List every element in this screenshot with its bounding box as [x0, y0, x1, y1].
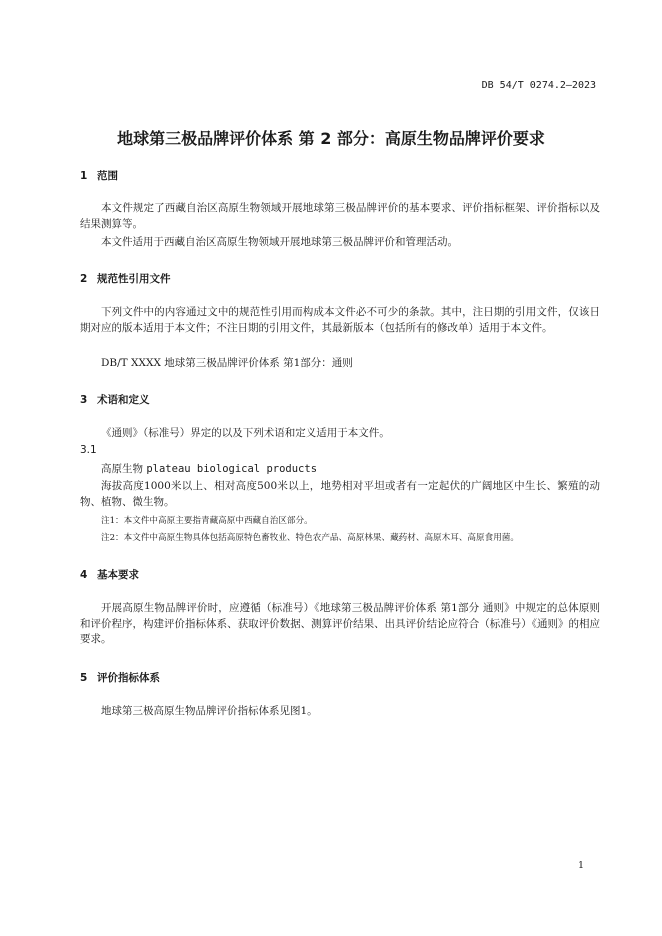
section-5-heading [80, 670, 160, 685]
note-1: 注1：本文件中高原主要指青藏高原中西藏自治区部分。 [101, 516, 313, 526]
section-title: 范围 [97, 170, 118, 182]
section-number: 5 [80, 672, 88, 684]
section-number: 4 [80, 569, 88, 581]
section-1-paragraph-1: 本文件规定了西藏自治区高原生物领域开展地球第三极品牌评价的基本要求、评价指标框架、评价指标以及结果测算等。 [80, 202, 600, 230]
section-title: 规范性引用文件 [97, 273, 171, 285]
section-4-paragraph-1: 开展高原生物品牌评价时，应遵循（标准号）《地球第三极品牌评价体系 第1部分 通则》中规定的总体原则和评价程序，构建评价指标体系、获取评价数据、测算评价结果、出具评价结论应符合（标准号）《通则》的相应要求。 [80, 602, 600, 645]
normative-reference: DB/T XXXX 地球第三极品牌评价体系 第1部分：通则 [101, 357, 353, 369]
section-4-heading [80, 567, 139, 582]
term-definition: 海拔高度1000米以上、相对高度500米以上，地势相对平坦或者有一定起伏的广阔地区中生长、繁殖的动物、植物、微生物。 [80, 480, 600, 508]
section-1-heading [80, 168, 118, 183]
term-entry [101, 461, 317, 476]
page-number: 1 [577, 860, 584, 871]
document-title: 地球第三极品牌评价体系 第 2 部分：高原生物品牌评价要求 [117, 129, 545, 148]
section-number: 2 [80, 273, 88, 285]
term-english: plateau biological products [146, 463, 318, 475]
section-title: 评价指标体系 [97, 672, 160, 684]
section-number: 1 [80, 170, 88, 182]
section-2-paragraph-1: 下列文件中的内容通过文中的规范性引用而构成本文件必不可少的条款。其中，注日期的引用文件，仅该日期对应的版本适用于本文件；不注日期的引用文件，其最新版本（包括所有的修改单）适用于本文件。 [80, 306, 600, 334]
section-title: 基本要求 [97, 569, 139, 581]
section-3-paragraph-1: 《通则》（标准号）界定的以及下列术语和定义适用于本文件。 [101, 427, 390, 439]
section-2-heading [80, 271, 171, 286]
section-3-heading [80, 392, 150, 407]
section-1-paragraph-2: 本文件适用于西藏自治区高原生物领域开展地球第三极品牌评价和管理活动。 [101, 236, 458, 248]
term-chinese: 高原生物 [101, 463, 143, 475]
standard-number: DB 54/T 0274.2—2023 [481, 80, 596, 91]
section-5-paragraph-1: 地球第三极高原生物品牌评价指标体系见图1。 [101, 705, 318, 717]
term-number: 3.1 [80, 444, 97, 456]
section-title: 术语和定义 [97, 394, 150, 406]
section-number: 3 [80, 394, 88, 406]
note-2: 注2：本文件中高原生物具体包括高原特色畜牧业、特色农产品、高原林果、藏药材、高原木耳、高原食用菌。 [101, 533, 519, 543]
